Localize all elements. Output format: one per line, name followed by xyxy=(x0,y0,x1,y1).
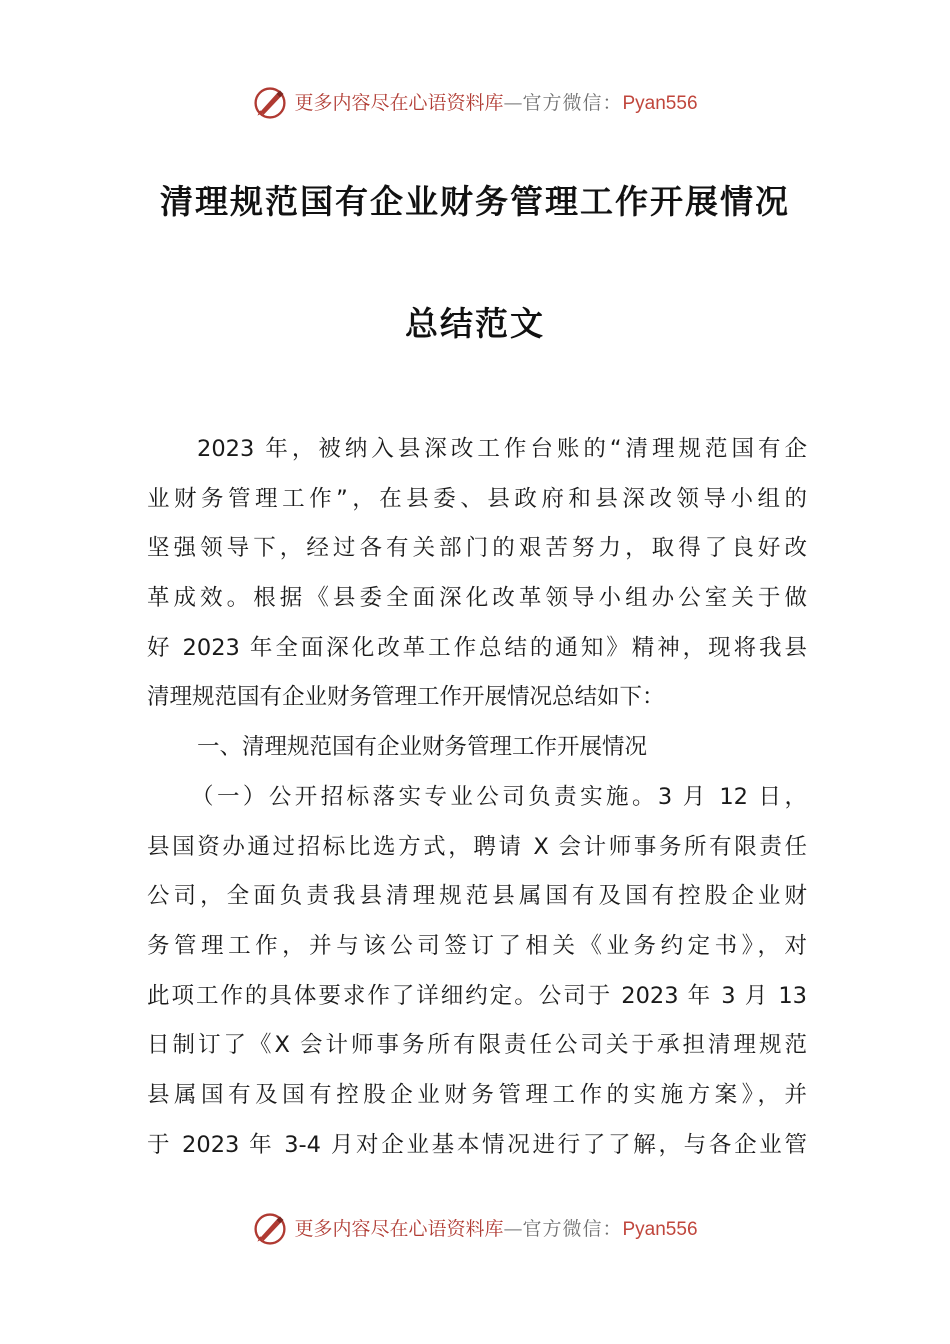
body-line: 此项工作的具体要求作了详细约定。公司于 2023 年 3 月 13 xyxy=(147,982,807,1009)
document-title-line-1: 清理规范国有企业财务管理工作开展情况 xyxy=(160,182,790,221)
pen-logo-icon xyxy=(252,1211,288,1247)
watermark-id: Pyan556 xyxy=(622,1218,698,1240)
pen-logo-icon xyxy=(252,85,288,121)
section-heading: 一、清理规范国有企业财务管理工作开展情况 xyxy=(197,734,648,761)
watermark-dash: — xyxy=(503,91,523,114)
watermark-dash: — xyxy=(503,1217,523,1240)
body-line: 坚强领导下，经过各有关部门的艰苦努力，取得了良好改 xyxy=(147,535,807,562)
body-line: 好 2023 年全面深化改革工作总结的通知》精神，现将我县 xyxy=(147,634,807,661)
body-line: 业财务管理工作”，在县委、县政府和县深改领导小组的 xyxy=(147,485,807,512)
body-line: 县属国有及国有控股企业财务管理工作的实施方案》，并 xyxy=(147,1081,807,1108)
body-line: 于 2023 年 3-4 月对企业基本情况进行了了解，与各企业管 xyxy=(147,1131,807,1158)
body-line: 2023 年，被纳入县深改工作台账的“清理规范国有企 xyxy=(197,436,807,462)
body-line: 日制订了《X 会计师事务所有限责任公司关于承担清理规范 xyxy=(147,1032,807,1059)
watermark-text xyxy=(294,1217,698,1240)
watermark-text xyxy=(294,91,698,114)
watermark-sub: 官方微信： xyxy=(522,1217,623,1240)
document-body xyxy=(147,425,807,1170)
body-line: 务管理工作，并与该公司签订了相关《业务约定书》，对 xyxy=(147,932,807,959)
body-line: 县国资办通过招标比选方式，聘请 X 会计师事务所有限责任 xyxy=(147,833,807,860)
watermark-main: 更多内容尽在心语资料库 xyxy=(294,1217,504,1240)
body-line: 清理规范国有企业财务管理工作开展情况总结如下： xyxy=(147,684,665,711)
body-line: 公司，全面负责我县清理规范县属国有及国有控股企业财 xyxy=(147,883,807,910)
watermark-sub: 官方微信： xyxy=(522,91,623,114)
watermark-main: 更多内容尽在心语资料库 xyxy=(294,91,504,114)
subsection-heading: （一）公开招标落实专业公司负责实施。3 月 12 日， xyxy=(191,783,807,810)
document-title-line-2: 总结范文 xyxy=(405,304,545,343)
watermark-id: Pyan556 xyxy=(622,92,698,114)
footer-watermark xyxy=(0,1209,950,1249)
header-watermark xyxy=(0,83,950,123)
body-line: 革成效。根据《县委全面深化改革领导小组办公室关于做 xyxy=(147,585,807,612)
